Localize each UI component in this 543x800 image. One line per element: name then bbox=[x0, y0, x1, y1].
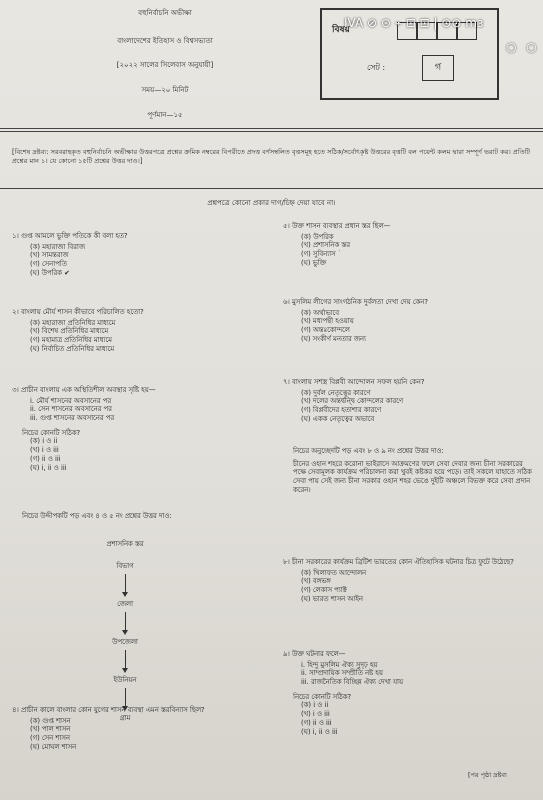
question-text: গুপ্ত আমলে ভুক্তি পতিকে কী বলা হত? bbox=[21, 232, 128, 240]
admin-flowchart bbox=[60, 538, 190, 724]
flow-node: গ্রাম bbox=[119, 714, 131, 722]
question-1: ১। গুপ্ত আমলে ভুক্তি পতিকে কী বলা হত? (ক) মহারাজা বিরাজ (খ) সামন্তরাজ (গ) সেনাপতি (ঘ) উপরিক ✔ bbox=[12, 232, 267, 277]
statement: ii. সাম্প্রদায়িক সম্প্রীতি নষ্ট হয় bbox=[301, 669, 383, 678]
no-mark-notice: প্রশ্নপত্রে কোনো প্রকার দাগ/চিহ্ন দেয়া যাবে না। bbox=[207, 199, 336, 207]
option: (গ) ii ও iii bbox=[30, 454, 61, 463]
option: (গ) সুবিন্যাস ˙ bbox=[301, 250, 342, 259]
arrow-down-icon bbox=[60, 648, 190, 674]
passage-instruction: নিচের অনুচ্ছেদটি পড় এবং ৮ ও ৯ নং প্রশ্নের উত্তর দাও: bbox=[293, 447, 444, 455]
arrow-down-icon bbox=[60, 572, 190, 598]
option: (গ) সেন শাসন bbox=[30, 734, 70, 743]
option: (ক) গুপ্ত শাসন bbox=[30, 716, 71, 725]
question-text: উক্ত শাসন ব্যবস্থার প্রধান স্তর ছিল— bbox=[292, 222, 391, 230]
status-bar-icons: IVA ⊘ ⊙ ⌁ ⊡ ⊡ | ⊙⊙ ⅿɜ bbox=[344, 16, 484, 30]
question-text: প্রাচীন কালে বাংলার কোন যুগের শাসন ব্যবস্থা এমন স্তরবিন্যাস ছিল? bbox=[21, 706, 205, 714]
ask-text: নিচের কোনটি সঠিক? bbox=[22, 428, 81, 437]
option: (খ) বঙ্গভঙ্গ bbox=[301, 577, 331, 586]
option: (খ) বিশেষ প্রতিনিধির মাধ্যমে bbox=[30, 327, 109, 336]
option: (ঘ) নির্বাচিত প্রতিনিধির মাধ্যমে bbox=[30, 344, 115, 353]
option: (গ) সেনাপতি bbox=[30, 260, 67, 269]
stimulus-instruction: নিচের উদ্দীপকটি পড় এবং ৪ ও ৫ নং প্রশ্নের উত্তর দাও: bbox=[22, 512, 172, 520]
header-subject: বাংলাদেশের ইতিহাস ও বিশ্বসভ্যতা bbox=[117, 37, 213, 45]
header-type: বহুনির্বাচনি অভীক্ষা bbox=[138, 9, 192, 17]
option: (গ) মহামাত্র প্রতিনিধির মাধ্যমে bbox=[30, 336, 112, 345]
question-4: ৪। প্রাচীন কালে বাংলার কোন যুগের শাসন ব্যবস্থা এমন স্তরবিন্যাস ছিল? (ক) গুপ্ত শাসন (খ) পাল শাসন (গ) সেন শাসন (ঘ) মোঘল শাসন bbox=[12, 706, 267, 751]
status-dots: ○ ○ bbox=[506, 40, 540, 54]
option: (ক) অর্থাভাবে bbox=[301, 308, 340, 317]
question-8: ৮। চীনা সরকারের কার্যক্রম ব্রিটিশ ভারতের কোন ঐতিহাসিক ঘটনার চিত্র ফুটে উঠেছে? (ক) খিলাফত আন্দোলন (খ) বঙ্গভঙ্গ (গ) লেকাস প্যাক্ট (ঘ) ভারত শাসন আইন bbox=[283, 558, 533, 603]
option: (ঘ) i, ii ও iii bbox=[30, 463, 67, 472]
next-page-note: [পর পৃষ্ঠা দ্রষ্টব্য bbox=[468, 771, 507, 779]
flow-node: ইউনিয়ন bbox=[113, 676, 137, 684]
question-9: ৯। উক্ত ঘটনার ফলে— i. হিন্দু মুসলিম ঐক্য সুদৃঢ় হয় ii. সাম্প্রদায়িক সম্প্রীতি নষ্ট হয় iii. রাজনৈতিক বিচ্ছিন্ন ঐক্য দেখা যায় নিচের কোনটি সঠিক? (ক) i ও ii (খ) i ও iii (গ) ii ও iii (ঘ) i, ii ও iii bbox=[283, 650, 533, 736]
option: (গ) ii ও iii bbox=[301, 718, 332, 727]
option: (গ) লেকাস প্যাক্ট bbox=[301, 586, 347, 595]
option: (ক) মহারাজা বিরাজ bbox=[30, 242, 85, 251]
option: (খ) i ও iii bbox=[30, 446, 59, 455]
question-text: চীনা সরকারের কার্যক্রম ব্রিটিশ ভারতের কোন ঐতিহাসিক ঘটনার চিত্র ফুটে উঠেছে? bbox=[292, 558, 514, 566]
flow-node: উপজেলা bbox=[112, 638, 138, 646]
option: (খ) i ও iii bbox=[301, 710, 330, 719]
option: (গ) অন্তঃকোন্দলে bbox=[301, 326, 350, 335]
statement: iii. গুপ্ত শাসনের অবসানের পর bbox=[30, 414, 115, 423]
statement: iii. রাজনৈতিক বিচ্ছিন্ন ঐক্য দেখা যায় bbox=[301, 678, 403, 687]
option: (ক) দুর্বল নেতৃত্বের কারণে bbox=[301, 388, 371, 397]
divider bbox=[0, 131, 543, 132]
option: (ক) মহারাজা প্রতিনিধির মাধ্যমে bbox=[30, 318, 116, 327]
option: (খ) মধ্যপন্থী হওয়ায় bbox=[301, 317, 354, 326]
divider bbox=[0, 188, 543, 189]
option: (ঘ) সংকীর্ণ মনতার জন্য bbox=[301, 334, 366, 343]
header-marks: পূর্ণমান—১৫ bbox=[147, 111, 183, 119]
option: (ঘ) ভারত শাসন আইন bbox=[301, 594, 363, 603]
question-2: ২। বাংলায় মৌর্য শাসন কীভাবে পরিচালিত হতো? (ক) মহারাজা প্রতিনিধির মাধ্যমে (খ) বিশেষ প্রতিনিধির মাধ্যমে (গ) মহামাত্র প্রতিনিধির মাধ্যমে (ঘ) নির্বাচিত প্রতিনিধির মাধ্যমে bbox=[12, 308, 267, 353]
set-label: সেট : bbox=[367, 63, 386, 72]
option: (ঘ) i, ii ও iii bbox=[301, 727, 338, 736]
set-value: গ bbox=[422, 55, 454, 81]
question-text: বাংলায় মৌর্য শাসন কীভাবে পরিচালিত হতো? bbox=[21, 308, 144, 316]
flow-node: বিভাগ bbox=[116, 562, 134, 570]
option: (ক) উপরিক bbox=[301, 232, 334, 241]
question-text: প্রাচীন বাংলায় এক অস্থিতিশীল অবস্থার সৃষ্টি হয়— bbox=[21, 386, 156, 394]
option: (গ) বিপ্লবীদের হতাশার কারণে bbox=[301, 406, 382, 415]
ask-text: নিচের কোনটি সঠিক? bbox=[293, 692, 352, 701]
divider bbox=[0, 128, 543, 129]
passage-text: চীনের ওহান শহরে করোনা ভাইরাসে আক্রমণের ফলে সেবা দেবার জন্য চীনা সরকারের পক্ষে সেবামূলক কার্যক্রম পরিচালনা করা খুবই কষ্টকর হয়ে পড়ে। তাই সকলে যাহাতে সঠিক সেবা পায় সেই জন্য চীনা সরকার ওহান শহর ভেঙে দুইটি অঞ্চলে বিভক্ত করে সেবা প্রদান করেন। bbox=[293, 459, 532, 494]
statement: ii. সেন শাসনের অবসানের পর bbox=[30, 405, 112, 414]
option: (ক) i ও ii bbox=[30, 437, 58, 446]
question-text: বাংলায় সশস্ত্র বিপ্লবী আন্দোলন সফল হয়নি কেন? bbox=[292, 378, 425, 386]
statement: i. মৌর্য শাসনের অবসানের পর bbox=[30, 396, 112, 405]
option: (ক) খিলাফত আন্দোলন bbox=[301, 568, 367, 577]
instruction-text: [বিশেষ দ্রষ্টব্য: সরবরাহকৃত বহুনির্বাচনি অভীক্ষার উত্তরপত্রে প্রশ্নের ক্রমিক নম্বরের বিপরীতে প্রদত্ত বর্ণসম্বলিত বৃত্তসমূহ হতে সঠিক/সর্বোৎকৃষ্ট উত্তরের বৃত্তটি বল পয়েন্ট কলম দ্বারা সম্পূর্ণ ভরাট কর। প্রতিটি প্রশ্নের মান ১। যে কোনো ১৫টি প্রশ্নের উত্তর দাও।] bbox=[12, 148, 531, 165]
passage-block bbox=[283, 447, 533, 494]
statement: i. হিন্দু মুসলিম ঐক্য সুদৃঢ় হয় bbox=[301, 660, 378, 669]
option: (খ) সামন্তরাজ bbox=[30, 251, 69, 260]
option: (ঘ) উপরিক ✔ bbox=[30, 268, 70, 277]
question-7: ৭। বাংলায় সশস্ত্র বিপ্লবী আন্দোলন সফল হয়নি কেন? (ক) দুর্বল নেতৃত্বের কারণে (খ) দলের অন্তর্দ্বন্দ্বি কোন্দলের কারণে (গ) বিপ্লবীদের হতাশার কারণে (ঘ) একক নেতৃত্বের অভাবে bbox=[283, 378, 533, 423]
option: (ক) i ও ii bbox=[301, 701, 329, 710]
option: (ঘ) ভুক্তি bbox=[301, 258, 327, 267]
question-5: ৫। উক্ত শাসন ব্যবস্থার প্রধান স্তর ছিল— (ক) উপরিক (খ) প্রশাসনিক স্তর (গ) সুবিন্যাস ˙ (ঘ) ভুক্তি bbox=[283, 222, 533, 267]
arrow-down-icon bbox=[60, 610, 190, 636]
option: (খ) প্রশাসনিক স্তর bbox=[301, 241, 351, 250]
option: (ঘ) মোঘল শাসন bbox=[30, 742, 77, 751]
option: (খ) দলের অন্তর্দ্বন্দ্বি কোন্দলের কারণে bbox=[301, 397, 403, 406]
option: (খ) পাল শাসন bbox=[30, 725, 71, 734]
question-6: ৬। মুসলিম লীগের সাংগঠনিক দুর্বলতা দেখা দেয় কেন? (ক) অর্থাভাবে (খ) মধ্যপন্থী হওয়ায় (গ) অন্তঃকোন্দলে (ঘ) সংকীর্ণ মনতার জন্য bbox=[283, 298, 533, 343]
question-text: মুসলিম লীগের সাংগঠনিক দুর্বলতা দেখা দেয় কেন? bbox=[292, 298, 428, 306]
header-syllabus: [২০২২ সালের সিলেবাস অনুযায়ী] bbox=[116, 61, 214, 69]
flowchart-title: প্রশাসনিক স্তর bbox=[106, 540, 144, 548]
subject-code-label: বিষয় bbox=[332, 25, 350, 35]
option: (ঘ) একক নেতৃত্বের অভাবে bbox=[301, 414, 375, 423]
question-text: উক্ত ঘটনার ফলে— bbox=[292, 650, 346, 658]
question-3: ৩। প্রাচীন বাংলায় এক অস্থিতিশীল অবস্থার সৃষ্টি হয়— i. মৌর্য শাসনের অবসানের পর ii. সেন শাসনের অবসানের পর iii. গুপ্ত শাসনের অবসানের পর নিচের কোনটি সঠিক? (ক) i ও ii (খ) i ও iii (গ) ii ও iii (ঘ) i, ii ও iii bbox=[12, 386, 267, 472]
flow-node: জেলা bbox=[117, 600, 133, 608]
header-time: সময়—২০ মিনিট bbox=[141, 86, 189, 94]
